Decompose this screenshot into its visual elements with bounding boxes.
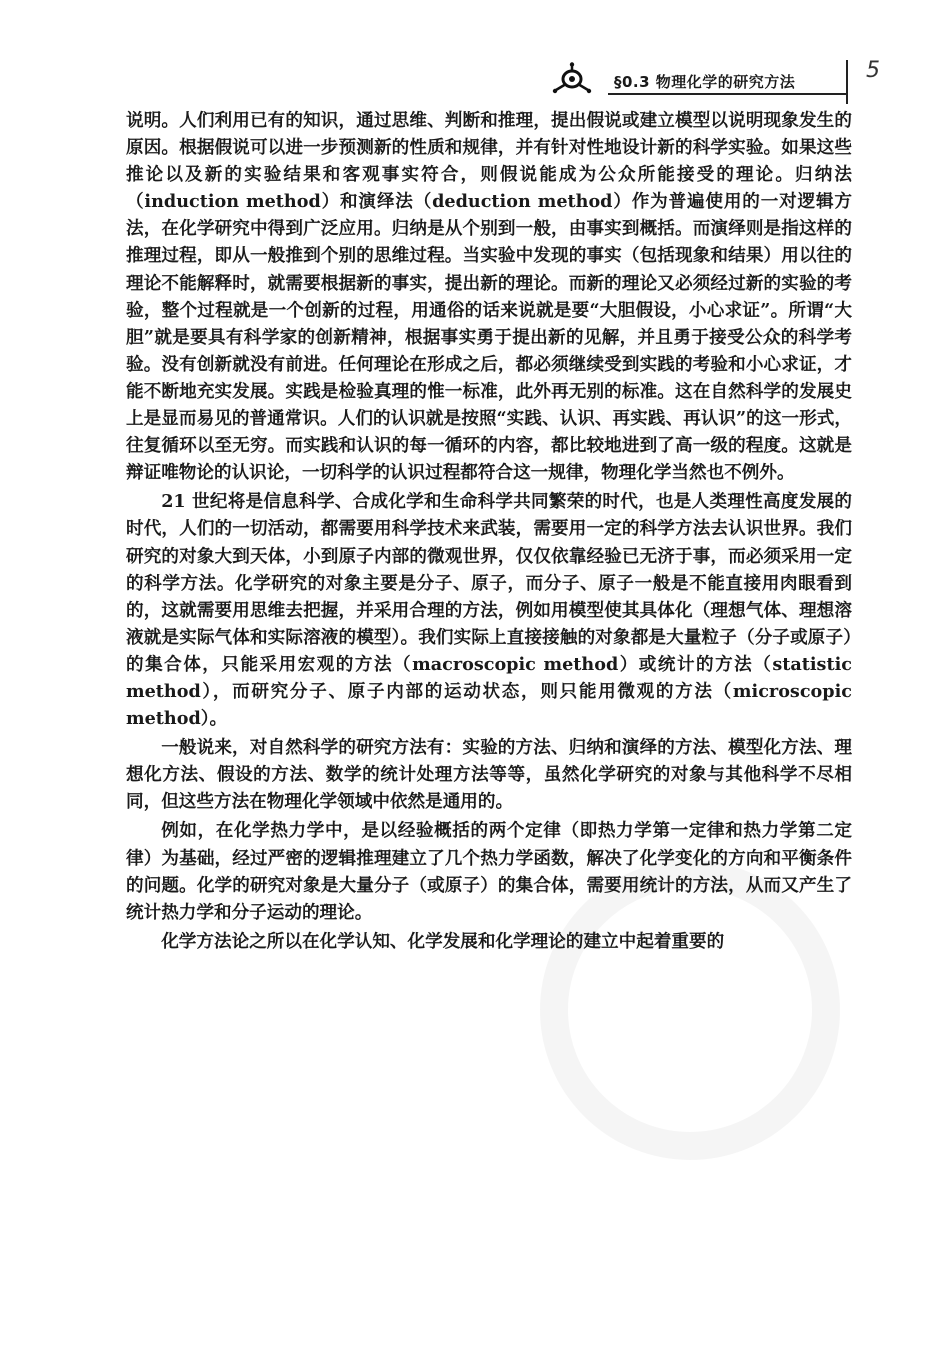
paragraph-2: 21 世纪将是信息科学、合成化学和生命科学共同繁荣的时代，也是人类理性高度发展的时代，人们的一切活动，都需要用科学技术来武装，需要用一定的科学方法去认识世界。我们研究的对象大到天体，小到原子内部的微观世界，仅仅依靠经验已无济于事，而必须采用一定的科学方法。化学研究的对象主要是分子、原子，而分子、原子一般是不能直接用肉眼看到的，这就需要用思维去把握，并采用合理的方法，例如用模型使其具体化（理想气体、理想溶液就是实际气体和实际溶液的模型）。我们实际上直接接触的对象都是大量粒子（分子或原子）的集合体，只能采用宏观的方法（macroscopic method）或统计的方法（statistic method），而研究分子、原子内部的运动状态，则只能用微观的方法（microscopic method）。 (126, 491, 852, 730)
paragraph-4: 例如，在化学热力学中，是以经验概括的两个定律（即热力学第一定律和热力学第二定律）为基础，经过严密的逻辑推理建立了几个热力学函数，解决了化学变化的方向和平衡条件的问题。化学的研究对象是大量分子（或原子）的集合体，需要用统计的方法，从而又产生了统计热力学和分子运动的理论。 (126, 820, 852, 923)
atom-icon (552, 62, 592, 94)
header-divider (846, 60, 848, 104)
section-title: §0.3 物理化学的研究方法 (614, 73, 796, 91)
paragraph-3: 一般说来，对自然科学的研究方法有：实验的方法、归纳和演绎的方法、模型化方法、理想化方法、假设的方法、数学的统计处理方法等等，虽然化学研究的对象与其他科学不尽相同，但这些方法在物理化学领域中依然是通用的。 (126, 737, 852, 813)
paragraph-5: 化学方法论之所以在化学认知、化学发展和化学理论的建立中起着重要的 (161, 930, 725, 952)
paragraph-1: 说明。人们利用已有的知识，通过思维、判断和推理，提出假说或建立模型以说明现象发生的原因。根据假说可以进一步预测新的性质和规律，并有针对性地设计新的科学实验。如果这些推论以及新的实验结果和客观事实符合，则假说能成为公众所能接受的理论。归纳法（induction method）和演绎法（deduction method）作为普遍使用的一对逻辑方法，在化学研究中得到广泛应用。归纳是从个别到一般，由事实到概括。而演绎则是指这样的推理过程，即从一般推到个别的思维过程。当实验中发现的事实（包括现象和结果）用以往的理论不能解释时，就需要根据新的事实，提出新的理论。而新的理论又必须经过新的实验的考验，整个过程就是一个创新的过程，用通俗的话来说就是要“大胆假设，小心求证”。所谓“大胆”就是要具有科学家的创新精神，根据事实勇于提出新的见解，并且勇于接受公众的科学考验。没有创新就没有前进。任何理论在形成之后，都必须继续受到实践的考验和小心求证，才能不断地充实发展。实践是检验真理的惟一标准，此外再无别的标准。这在自然科学的发展史上是显而易见的普通常识。人们的认识就是按照“实践、认识、再实践、再认识”的这一形式，往复循环以至无穷。而实践和认识的每一循环的内容，都比较地进到了高一级的程度。这就是辩证唯物论的认识论，一切科学的认识过程都符合这一规律，物理化学当然也不例外。 (126, 110, 852, 484)
body-text (126, 107, 852, 957)
header-rule (608, 93, 848, 95)
running-header (540, 60, 880, 100)
page-number: 5 (866, 58, 880, 83)
